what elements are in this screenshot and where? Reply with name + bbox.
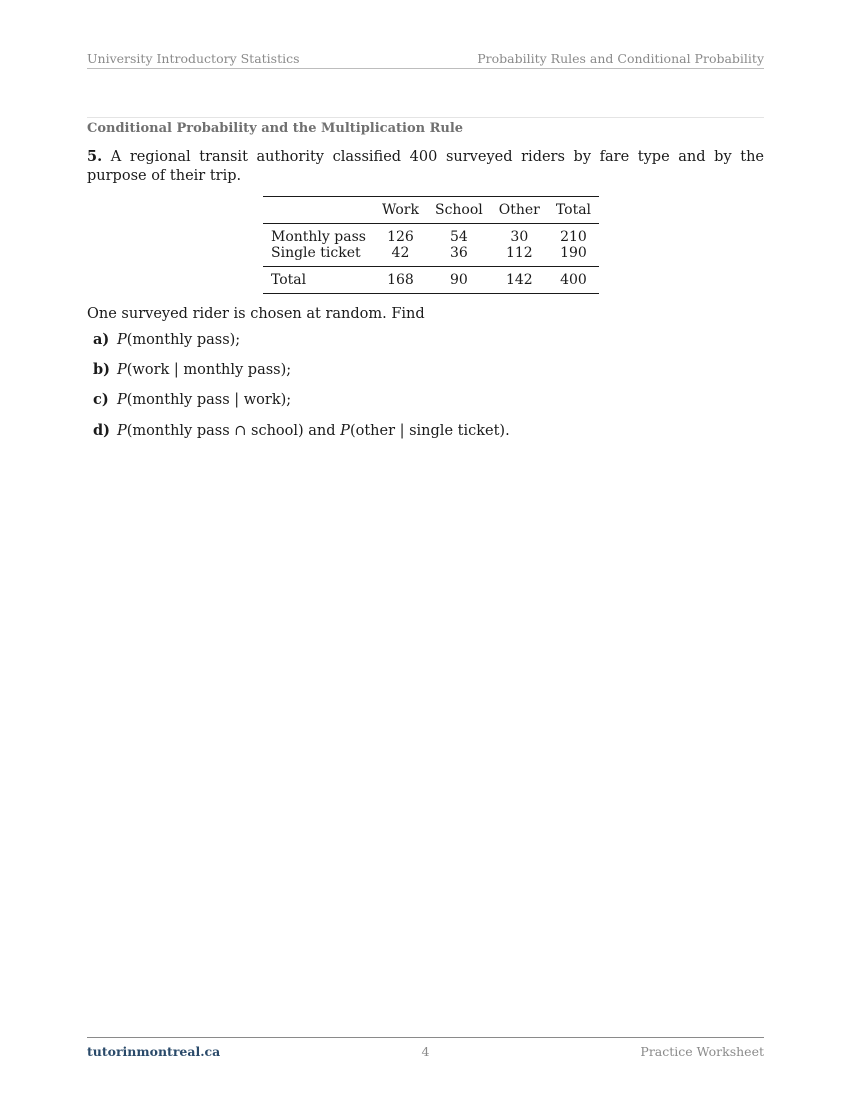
prob-symbol: P xyxy=(117,332,127,348)
table-cell: 168 xyxy=(374,267,427,294)
prob-symbol: P xyxy=(340,423,350,439)
item-key: c) xyxy=(93,391,109,408)
row-label-single-ticket: Single ticket xyxy=(271,245,361,261)
header-chapter-title: Probability Rules and Conditional Probability xyxy=(477,51,764,66)
table-cell: 210 xyxy=(560,229,587,245)
item-text: (other | single ticket). xyxy=(349,423,510,439)
table-cell: 54 xyxy=(449,229,468,245)
page-header xyxy=(87,51,764,69)
item-text: (monthly pass ∩ school) and xyxy=(126,423,341,439)
question-item-d xyxy=(93,422,510,439)
page-number: 4 xyxy=(421,1044,430,1059)
item-key: b) xyxy=(93,361,110,378)
item-key: a) xyxy=(93,331,110,348)
item-text: (monthly pass); xyxy=(126,332,241,348)
prob-symbol: P xyxy=(117,392,127,408)
table-cell: 36 xyxy=(449,245,468,261)
footer-site-link[interactable]: tutorinmontreal.ca xyxy=(87,1044,221,1059)
item-text: (monthly pass | work); xyxy=(126,392,292,408)
row-label-total: Total xyxy=(263,267,374,294)
header-course-title: University Introductory Statistics xyxy=(87,51,300,66)
table-cell: 126 xyxy=(387,229,414,245)
item-key: d) xyxy=(93,422,110,439)
table-cell: 42 xyxy=(391,245,410,261)
col-header-school: School xyxy=(427,197,491,224)
footer-label: Practice Worksheet xyxy=(640,1044,764,1059)
table-total-row xyxy=(263,267,599,294)
table-cell: 90 xyxy=(427,267,491,294)
col-header-other: Other xyxy=(491,197,548,224)
prob-symbol: P xyxy=(117,362,127,378)
table-cell: 190 xyxy=(560,245,587,261)
table-corner xyxy=(263,197,374,224)
row-label-monthly-pass: Monthly pass xyxy=(271,229,366,245)
section-divider xyxy=(87,117,764,118)
question-item-b xyxy=(93,361,291,378)
table-header-row xyxy=(263,197,599,224)
contingency-table xyxy=(263,196,599,294)
problem-statement xyxy=(87,147,764,186)
section-title: Conditional Probability and the Multiplication Rule xyxy=(87,121,464,136)
question-item-c xyxy=(93,391,291,408)
table-cell: 142 xyxy=(491,267,548,294)
table-cell: 30 xyxy=(510,229,529,245)
table-row xyxy=(263,245,599,267)
col-header-work: Work xyxy=(374,197,427,224)
question-item-a xyxy=(93,331,240,348)
page-footer xyxy=(87,1037,764,1060)
prob-symbol: P xyxy=(117,423,127,439)
table-row xyxy=(263,224,599,246)
problem-number: 5. xyxy=(87,148,103,165)
question-intro: One surveyed rider is chosen at random. Find xyxy=(87,306,425,322)
col-header-total: Total xyxy=(548,197,599,224)
item-text: (work | monthly pass); xyxy=(126,362,292,378)
table-cell: 400 xyxy=(548,267,599,294)
problem-text: A regional transit authority classified 400 surveyed riders by fare type and by the purpose of their trip. xyxy=(87,149,764,184)
table-cell: 112 xyxy=(505,245,533,261)
